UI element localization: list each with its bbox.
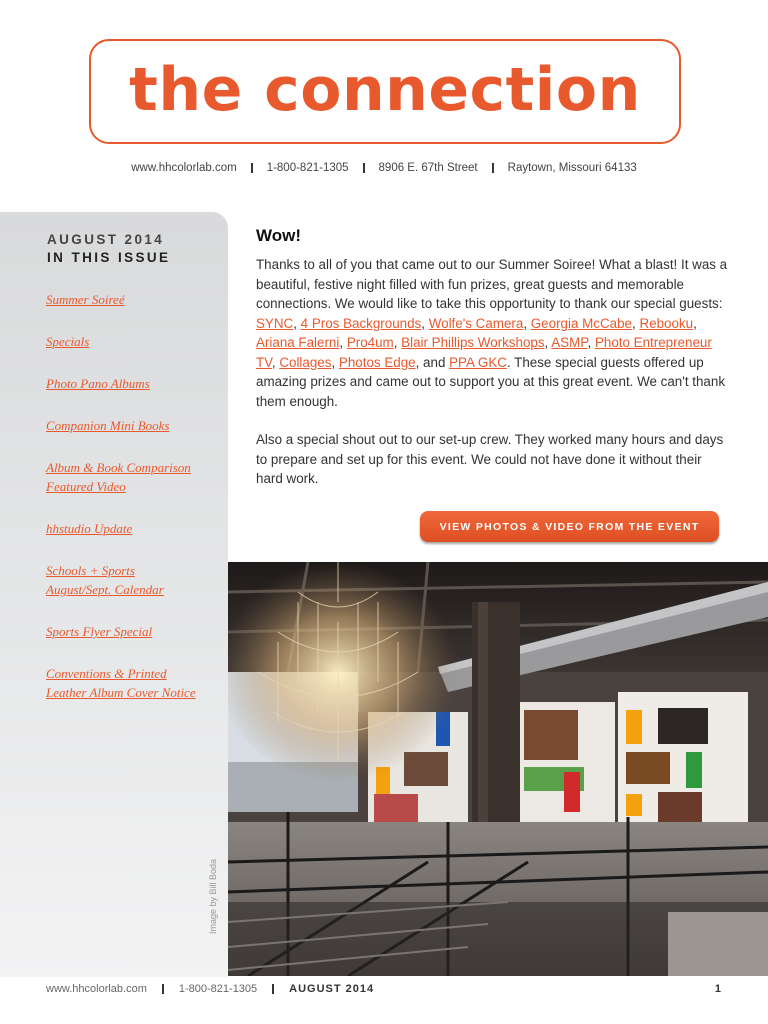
guest-link-blair-phillips[interactable]: Blair Phillips Workshops (401, 335, 545, 350)
footer (46, 983, 721, 995)
toc-link-album-book-comparison[interactable]: Album & Book Comparison Featured Video (46, 460, 191, 494)
page-number: 1 (714, 983, 721, 995)
view-photos-video-button[interactable]: VIEW PHOTOS & VIDEO FROM THE EVENT (420, 511, 719, 542)
guest-link-wolfes-camera[interactable]: Wolfe's Camera (428, 315, 524, 331)
guest-link-photo-entrepreneur-tv[interactable]: Photo Entrepreneur TV (256, 335, 712, 370)
contact-website[interactable]: www.hhcolorlab.com (131, 162, 237, 174)
contact-bar (0, 162, 768, 174)
toc-link-hhstudio-update[interactable]: hhstudio Update (46, 521, 133, 536)
guest-link-asmp[interactable]: ASMP (551, 335, 588, 350)
toc-link-companion-mini-books[interactable]: Companion Mini Books (46, 418, 170, 433)
guest-link-ppa-gkc[interactable]: PPA GKC (449, 354, 507, 370)
masthead-frame (89, 39, 681, 144)
guest-link-4-pros[interactable]: 4 Pros Backgrounds (300, 315, 422, 331)
guest-link-pro4um[interactable]: Pro4um (346, 335, 394, 350)
toc-link-summer-soiree[interactable]: Summer Soireé (46, 292, 125, 307)
guest-link-georgia-mccabe[interactable]: Georgia McCabe (530, 315, 632, 331)
separator (492, 163, 494, 173)
toc-link-specials[interactable]: Specials (46, 334, 90, 349)
event-photo (228, 562, 768, 976)
guest-link-rebooku[interactable]: Rebooku (639, 315, 694, 331)
toc-link-conventions[interactable]: Conventions & Printed Leather Album Cover Notice (46, 666, 196, 700)
separator (363, 163, 365, 173)
footer-phone: 1-800-821-1305 (178, 983, 258, 995)
separator (162, 984, 164, 994)
guest-link-ariana-falerni[interactable]: Ariana Falerni (256, 335, 340, 350)
toc-link-photo-pano-albums[interactable]: Photo Pano Albums (46, 376, 150, 391)
footer-website[interactable]: www.hhcolorlab.com (46, 983, 147, 995)
contact-street: 8906 E. 67th Street (378, 162, 478, 174)
article-paragraph-2: Also a special shout out to our set-up crew. They worked many hours and days to prepare and set up for this event. We could not have done it without their hard work. (256, 432, 724, 486)
newsletter-title: the connection (129, 54, 641, 125)
toc-link-sports-flyer[interactable]: Sports Flyer Special (46, 624, 153, 639)
article (256, 226, 728, 489)
article-paragraph-1: Thanks to all of you that came out to our Summer Soiree! What a blast! It was a beautiful, festive night filled with fun prizes, great guests and memorable connections. We would like to take this opportunity to thank our special guests: SYNC, 4 Pros Backgrounds, Wolfe's Camera, Georgia McCabe, Rebooku, Ariana Falerni, Pro4um, Blair Phillips Workshops, ASMP, Photo Entrepreneur TV, Collages, Photos Edge, and PPA GKC. These special guests offered up amazing prizes and came out to support you at this great event. We can't thank them enough. (256, 257, 728, 409)
article-heading: Wow! (256, 226, 302, 245)
photo-credit: Image by Bill Boda (208, 858, 218, 934)
contact-phone: 1-800-821-1305 (266, 162, 349, 174)
guest-link-photos-edge[interactable]: Photos Edge (338, 354, 416, 370)
footer-month: AUGUST 2014 (289, 983, 375, 995)
contact-city: Raytown, Missouri 64133 (507, 162, 637, 174)
issue-date: AUGUST 2014 (47, 232, 165, 247)
table-of-contents (46, 290, 221, 725)
guest-link-collages[interactable]: Collages (279, 354, 332, 370)
separator (251, 163, 253, 173)
guest-link-sync[interactable]: SYNC (256, 315, 294, 331)
separator (272, 984, 274, 994)
toc-link-schools-sports[interactable]: Schools + Sports August/Sept. Calendar (46, 563, 164, 597)
in-this-issue-heading: IN THIS ISSUE (47, 250, 171, 265)
